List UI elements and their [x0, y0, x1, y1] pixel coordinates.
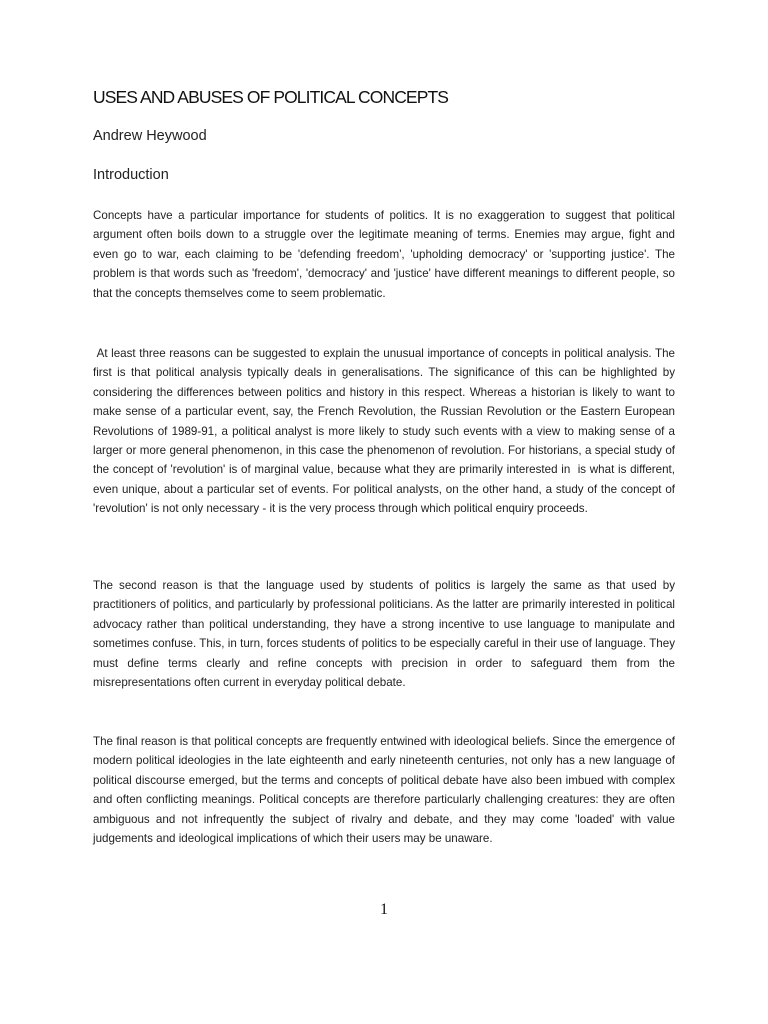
paragraph-2: At least three reasons can be suggested to explain the unusual importance of concepts in political analysis. The first is that political analysis typically deals in generalisations. The significance of this can be highlighted by considering the differences between politics and history in this respect. Whereas a historian is likely to want to make sense of a particular event, say, the French Revolution, the Russian Revolution or the Eastern European Revolutions of 1989-91, a political analyst is more likely to study such events with a view to making sense of a larger or more general phenomenon, in this case the phenomenon of revolution. For historians, a special study of the concept of 'revolution' is of marginal value, because what they are primarily interested in is what is different, even unique, about a particular set of events. For political analysts, on the other hand, a study of the concept of 'revolution' is not only necessary - it is the very process through which political enquiry proceeds.	[93, 347, 679, 516]
paragraph-3: The second reason is that the language used by students of politics is largely the same as that used by practitioners of politics, and particularly by professional politicians. As the latter are primarily interested in political advocacy rather than political understanding, they have a strong incentive to use language to manipulate and sometimes confuse. This, in turn, forces students of politics to be especially careful in their use of language. They must define terms clearly and refine concepts with precision in order to safeguard them from the misrepresentations often current in everyday political debate.	[93, 579, 675, 690]
paragraph-1: Concepts have a particular importance for students of politics. It is no exaggeration to suggest that political argument often boils down to a struggle over the legitimate meaning of terms. Enemies may argue, fight and even go to war, each claiming to be 'defending freedom', 'upholding democracy' or 'supporting justice'. The problem is that words such as 'freedom', 'democracy' and 'justice' have different meanings to different people, so that the concepts themselves come to seem problematic.	[93, 209, 675, 300]
document-title: USES AND ABUSES OF POLITICAL CONCEPTS	[93, 87, 449, 107]
author-name: Andrew Heywood	[93, 128, 207, 144]
paragraph-4: The final reason is that political concepts are frequently entwined with ideological beliefs. Since the emergence of modern political ideologies in the late eighteenth and early nineteenth centuries, not only has a new language of political discourse emerged, but the terms and concepts of political debate have also been imbued with complex and often conflicting meanings. Political concepts are therefore particularly challenging creatures: they are often ambiguous and not infrequently the subject of rivalry and debate, and they may come 'loaded' with value judgements and ideological implications of which their users may be unaware.	[93, 735, 675, 846]
section-heading: Introduction	[93, 167, 169, 183]
page-number: 1	[380, 901, 388, 918]
